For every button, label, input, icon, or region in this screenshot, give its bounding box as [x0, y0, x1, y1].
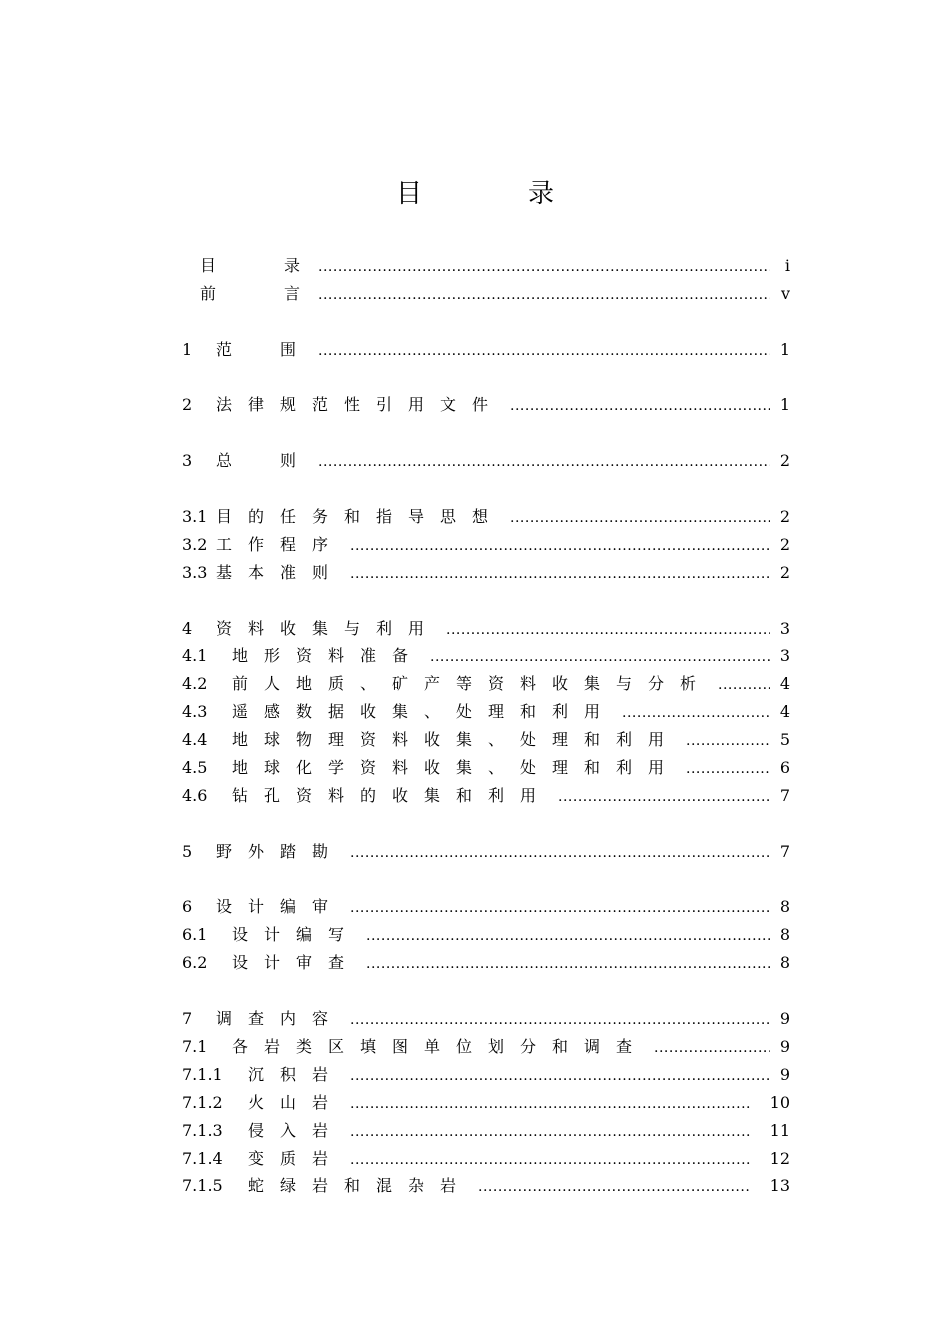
toc-entry[interactable]: [182, 280, 794, 308]
toc-entry-label: 前人地质、矿产等资料收集与分析: [232, 674, 713, 694]
toc-leader-dots: [622, 700, 770, 728]
toc-leader-dots: [430, 644, 770, 672]
toc-entry-page: 2: [779, 507, 790, 527]
toc-entry-label: 地球物理资料收集、处理和利用: [232, 730, 681, 750]
toc-entry-page: 1: [779, 395, 790, 415]
toc-entry-label: 地形资料准备: [232, 646, 425, 666]
page-title: 目 录: [395, 179, 594, 209]
toc-entry[interactable]: [182, 336, 794, 364]
toc-spacer: [182, 587, 794, 615]
toc-entry[interactable]: [182, 252, 794, 280]
toc-entry-label: 前 言: [200, 283, 313, 303]
table-of-contents: [182, 252, 794, 1200]
toc-entry-page: 4: [779, 674, 790, 694]
toc-entry-page: 3: [779, 618, 790, 638]
toc-entry[interactable]: [182, 782, 794, 810]
toc-entry-page: 2: [779, 562, 790, 582]
toc-entry-label: 沉积岩: [248, 1064, 345, 1084]
toc-entry-label: 各岩类区填图单位划分和调查: [232, 1036, 649, 1056]
toc-entry[interactable]: [182, 921, 794, 949]
toc-entry-label: 目 录: [200, 256, 313, 275]
toc-entry-label: 设计编写: [232, 925, 361, 945]
toc-spacer: [182, 810, 794, 838]
toc-entry-number: 7.1.3: [182, 1120, 223, 1140]
toc-entry-number: 7.1.5: [182, 1176, 223, 1196]
toc-entry-number: 3.1: [182, 507, 208, 527]
toc-leader-dots: [478, 1174, 750, 1202]
toc-leader-dots: [350, 1091, 750, 1119]
toc-leader-dots: [686, 728, 770, 756]
toc-entry[interactable]: [182, 447, 794, 475]
toc-entry[interactable]: [182, 698, 794, 726]
toc-entry-label: 范 围: [216, 339, 313, 359]
toc-leader-dots: [350, 1007, 770, 1035]
toc-leader-dots: [318, 449, 770, 477]
toc-leader-dots: [350, 1147, 750, 1175]
toc-spacer: [182, 866, 794, 894]
toc-leader-dots: [510, 505, 770, 533]
toc-entry-number: 4.4: [182, 730, 208, 750]
toc-entry-label: 调查内容: [216, 1009, 345, 1029]
toc-leader-dots: [686, 756, 770, 784]
toc-entry[interactable]: [182, 1033, 794, 1061]
toc-entry-number: 4.1: [182, 646, 208, 666]
toc-spacer: [182, 977, 794, 1005]
toc-entry[interactable]: [182, 670, 794, 698]
toc-leader-dots: [350, 840, 770, 868]
toc-entry-page: 8: [779, 953, 790, 973]
toc-leader-dots: [318, 282, 770, 310]
toc-entry[interactable]: [182, 754, 794, 782]
toc-entry-number: 5: [182, 841, 193, 861]
toc-entry-label: 目的任务和指导思想: [216, 507, 505, 527]
toc-entry-page: 1: [779, 339, 790, 359]
toc-entry-label: 法律规范性引用文件: [216, 395, 505, 415]
toc-entry-page: 7: [779, 785, 790, 805]
toc-entry-number: 7.1.4: [182, 1148, 223, 1168]
toc-entry-number: 6.1: [182, 925, 208, 945]
toc-entry-page: 9: [779, 1064, 790, 1084]
toc-entry-label: 基本准则: [216, 562, 345, 582]
toc-entry-page: 10: [769, 1092, 790, 1112]
toc-entry-label: 总 则: [216, 451, 313, 471]
toc-entry[interactable]: [182, 642, 794, 670]
toc-entry[interactable]: [182, 1117, 794, 1145]
toc-entry-page: 13: [769, 1176, 790, 1196]
toc-leader-dots: [350, 1119, 750, 1147]
toc-entry-page: v: [780, 283, 790, 303]
toc-entry-page: i: [784, 256, 790, 275]
toc-leader-dots: [350, 533, 770, 561]
toc-spacer: [182, 419, 794, 447]
toc-entry-label: 火山岩: [248, 1092, 345, 1112]
toc-entry[interactable]: [182, 726, 794, 754]
toc-entry[interactable]: [182, 1061, 794, 1089]
toc-entry-page: 9: [779, 1009, 790, 1029]
toc-entry-number: 4.3: [182, 702, 208, 722]
toc-entry-number: 4.6: [182, 785, 208, 805]
toc-spacer: [182, 475, 794, 503]
toc-entry-number: 4.5: [182, 758, 208, 778]
toc-entry-page: 8: [779, 897, 790, 917]
toc-entry-label: 设计审查: [232, 953, 361, 973]
toc-entry-number: 1: [182, 339, 193, 359]
toc-entry-number: 3.3: [182, 562, 208, 582]
toc-entry-page: 9: [779, 1036, 790, 1056]
toc-entry[interactable]: [182, 1005, 794, 1033]
toc-entry-page: 2: [779, 534, 790, 554]
toc-leader-dots: [654, 1035, 770, 1063]
toc-entry-label: 工作程序: [216, 534, 345, 554]
toc-entry-label: 资料收集与利用: [216, 618, 441, 638]
toc-entry-page: 11: [769, 1120, 790, 1140]
toc-entry-number: 7.1.2: [182, 1092, 223, 1112]
toc-entry-label: 钻孔资料的收集和利用: [232, 785, 553, 805]
toc-entry[interactable]: [182, 838, 794, 866]
toc-entry[interactable]: [182, 1089, 794, 1117]
toc-entry-number: 2: [182, 395, 193, 415]
toc-leader-dots: [318, 338, 770, 366]
toc-entry-label: 野外踏勘: [216, 841, 345, 861]
toc-entry-label: 侵入岩: [248, 1120, 345, 1140]
toc-entry-number: 7.1.1: [182, 1064, 223, 1084]
toc-entry[interactable]: [182, 893, 794, 921]
toc-entry-page: 7: [779, 841, 790, 861]
toc-entry-page: 4: [779, 702, 790, 722]
toc-entry[interactable]: [182, 503, 794, 531]
toc-entry[interactable]: [182, 1172, 794, 1200]
toc-entry-number: 6: [182, 897, 193, 917]
toc-entry-label: 变质岩: [248, 1148, 345, 1168]
toc-leader-dots: [718, 672, 770, 700]
toc-leader-dots: [350, 1063, 770, 1091]
toc-entry-number: 4: [182, 618, 193, 638]
toc-entry-number: 4.2: [182, 674, 208, 694]
toc-leader-dots: [366, 951, 770, 979]
toc-spacer: [182, 308, 794, 336]
toc-leader-dots: [350, 895, 770, 923]
toc-entry-page: 12: [769, 1148, 790, 1168]
toc-entry-page: 8: [779, 925, 790, 945]
toc-entry-number: 6.2: [182, 953, 208, 973]
toc-entry-label: 遥感数据收集、处理和利用: [232, 702, 617, 722]
toc-entry-label: 地球化学资料收集、处理和利用: [232, 758, 681, 778]
toc-entry[interactable]: [182, 949, 794, 977]
toc-leader-dots: [318, 254, 770, 282]
toc-entry[interactable]: [182, 1145, 794, 1173]
toc-leader-dots: [366, 923, 770, 951]
toc-entry-number: 3: [182, 451, 193, 471]
toc-entry-page: 2: [779, 451, 790, 471]
toc-entry-page: 6: [779, 758, 790, 778]
toc-leader-dots: [350, 561, 770, 589]
toc-entry[interactable]: [182, 615, 794, 643]
toc-entry[interactable]: [182, 531, 794, 559]
toc-entry[interactable]: [182, 559, 794, 587]
toc-entry-label: 蛇绿岩和混杂岩: [248, 1176, 473, 1196]
toc-entry-page: 3: [779, 646, 790, 666]
toc-entry-page: 5: [779, 730, 790, 750]
toc-entry-number: 7: [182, 1009, 193, 1029]
toc-entry-number: 7.1: [182, 1036, 208, 1056]
toc-leader-dots: [446, 617, 770, 645]
toc-entry-number: 3.2: [182, 534, 208, 554]
toc-entry[interactable]: [182, 391, 794, 419]
toc-spacer: [182, 364, 794, 392]
toc-entry-label: 设计编审: [216, 897, 345, 917]
toc-leader-dots: [558, 784, 770, 812]
toc-leader-dots: [510, 393, 770, 421]
